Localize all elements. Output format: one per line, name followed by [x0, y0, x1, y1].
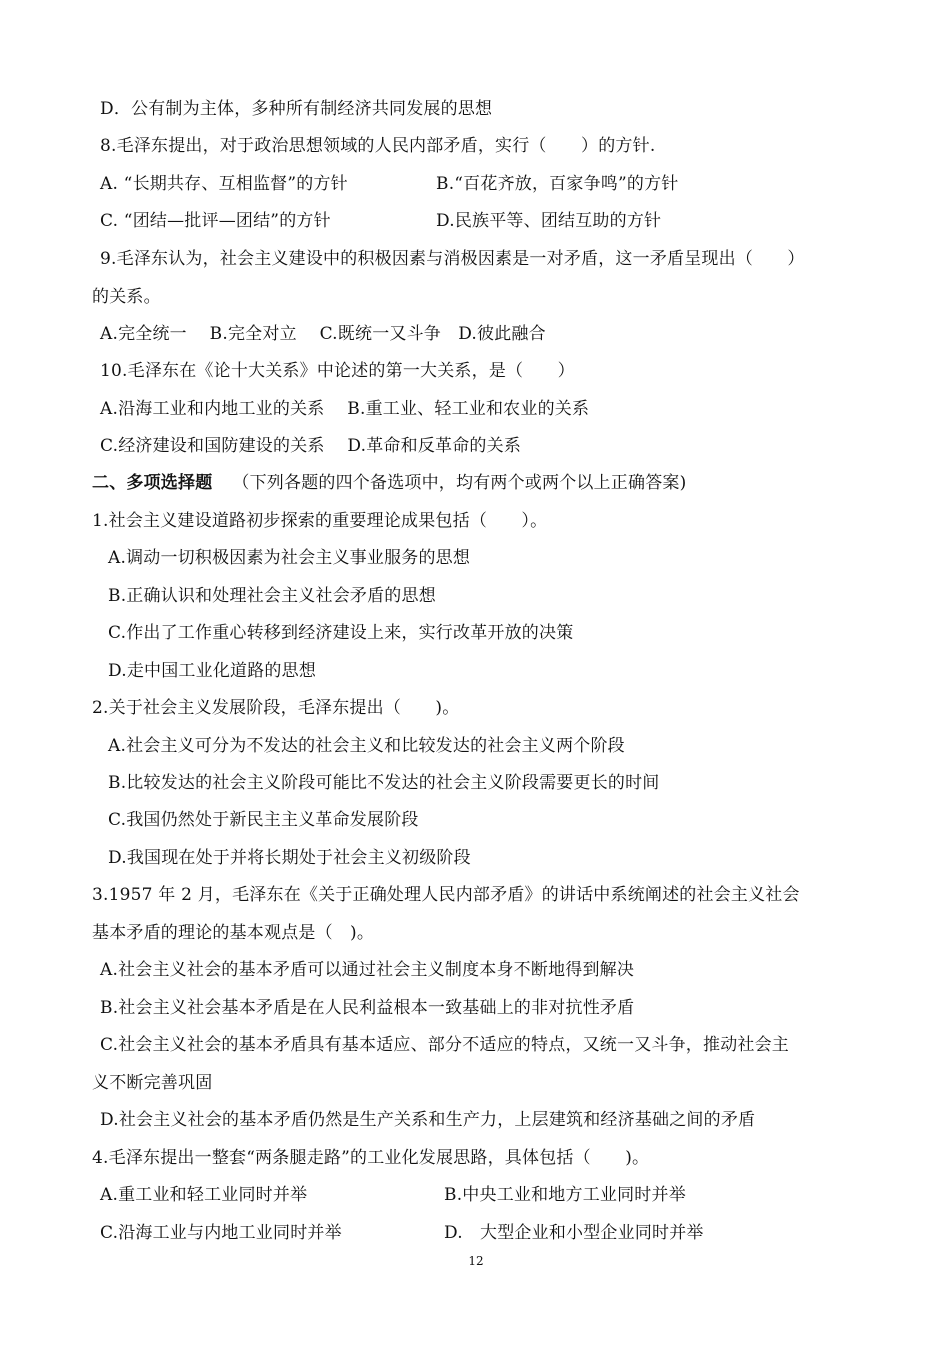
mq1-option-d: D.走中国工业化道路的思想	[108, 661, 317, 681]
mq3-stem-line2: 基本矛盾的理论的基本观点是（ )。	[92, 923, 375, 943]
section-note: （下列各题的四个备选项中，均有两个或两个以上正确答案)	[232, 473, 687, 493]
mq1-option-b: B.正确认识和处理社会主义社会矛盾的思想	[108, 586, 436, 606]
mq3-stem-line1: 3.1957 年 2 月，毛泽东在《关于正确处理人民内部矛盾》的讲话中系统阐述的社会主义社会	[92, 885, 800, 905]
mq3-option-b: B.社会主义社会基本矛盾是在人民利益根本一致基础上的非对抗性矛盾	[100, 998, 635, 1018]
q8-option-c: C. “团结—批评—团结”的方针	[100, 211, 331, 231]
mq2-option-d: D.我国现在处于并将长期处于社会主义初级阶段	[108, 848, 471, 868]
mq2-stem: 2.关于社会主义发展阶段，毛泽东提出（ )。	[92, 698, 460, 718]
mq2-option-b: B.比较发达的社会主义阶段可能比不发达的社会主义阶段需要更长的时间	[108, 773, 660, 793]
mq2-option-c: C.我国仍然处于新民主主义革命发展阶段	[108, 810, 419, 830]
mq2-option-a: A.社会主义可分为不发达的社会主义和比较发达的社会主义两个阶段	[108, 736, 625, 756]
q10-options-ab: A.沿海工业和内地工业的关系 B.重工业、轻工业和农业的关系	[100, 399, 590, 419]
mq3-option-c-line2: 义不断完善巩固	[92, 1073, 213, 1093]
q10-options-cd: C.经济建设和国防建设的关系 D.革命和反革命的关系	[100, 436, 522, 456]
mq1-stem: 1.社会主义建设道路初步探索的重要理论成果包括（ ）。	[92, 511, 548, 531]
mq4-option-d: D. 大型企业和小型企业同时并举	[444, 1223, 704, 1243]
q8-option-b: B.“百花齐放，百家争鸣”的方针	[436, 174, 679, 194]
section-title: 二、多项选择题	[92, 473, 213, 493]
q10-stem: 10.毛泽东在《论十大关系》中论述的第一大关系，是（ ）	[100, 361, 575, 381]
mq1-option-c: C.作出了工作重心转移到经济建设上来，实行改革开放的决策	[108, 623, 574, 643]
mq4-stem: 4.毛泽东提出一整套“两条腿走路”的工业化发展思路，具体包括（ )。	[92, 1148, 650, 1168]
q8-option-a: A. “长期共存、互相监督”的方针	[100, 174, 348, 194]
page-number: 12	[468, 1254, 484, 1268]
mq4-option-c: C.沿海工业与内地工业同时并举	[100, 1223, 342, 1243]
q8-stem: 8.毛泽东提出，对于政治思想领域的人民内部矛盾，实行（ ）的方针.	[100, 136, 656, 156]
q9-stem-line2: 的关系。	[92, 287, 161, 307]
q8-option-d: D.民族平等、团结互助的方针	[436, 211, 662, 231]
q9-options: A.完全统一 B.完全对立 C.既统一又斗争 D.彼此融合	[100, 324, 546, 344]
mq4-option-a: A.重工业和轻工业同时并举	[100, 1185, 308, 1205]
mq4-option-b: B.中央工业和地方工业同时并举	[444, 1185, 686, 1205]
mq3-option-c-line1: C.社会主义社会的基本矛盾具有基本适应、部分不适应的特点，又统一又斗争，推动社会主	[100, 1035, 790, 1055]
section-heading-multiple-choice	[92, 471, 686, 495]
q7-option-d: D．公有制为主体，多种所有制经济共同发展的思想	[100, 99, 493, 119]
q9-stem-line1: 9.毛泽东认为，社会主义建设中的积极因素与消极因素是一对矛盾，这一矛盾呈现出（ ）	[100, 249, 805, 269]
mq1-option-a: A.调动一切积极因素为社会主义事业服务的思想	[108, 548, 471, 568]
mq3-option-d: D.社会主义社会的基本矛盾仍然是生产关系和生产力，上层建筑和经济基础之间的矛盾	[100, 1110, 756, 1130]
mq3-option-a: A.社会主义社会的基本矛盾可以通过社会主义制度本身不断地得到解决	[100, 960, 635, 980]
